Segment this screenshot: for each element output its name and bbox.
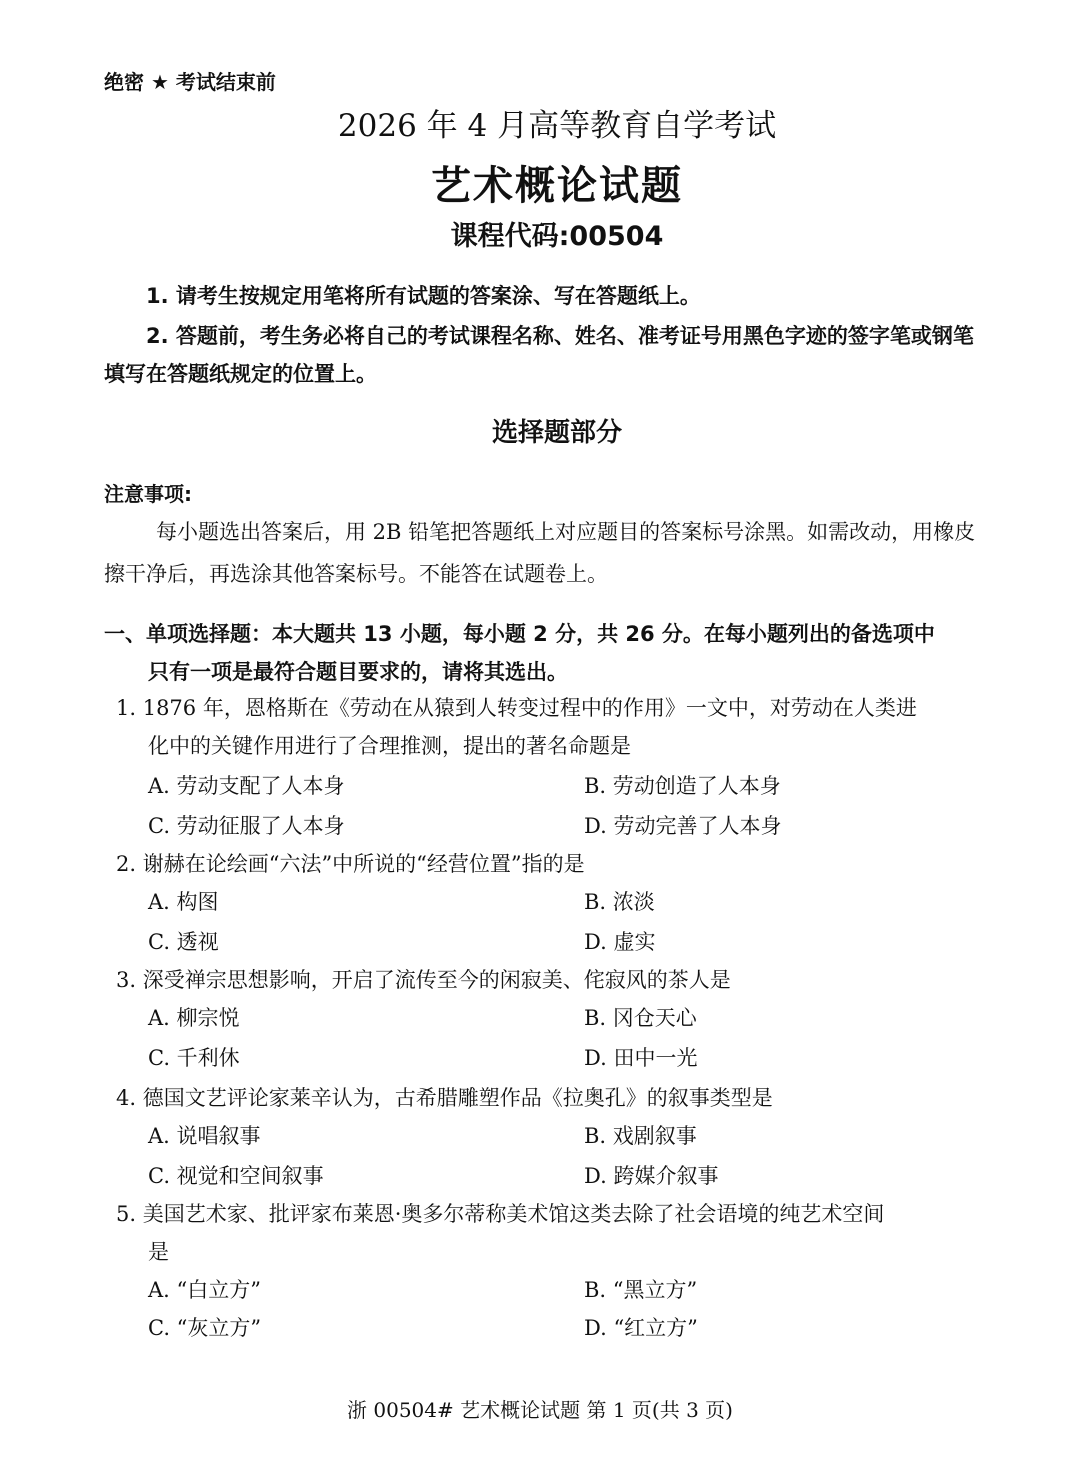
question-2-option-d: D. 虚实 [584, 930, 656, 954]
page-footer: 浙 00504# 艺术概论试题 第 1 页(共 3 页) [347, 1398, 733, 1422]
question-4-option-a: A. 说唱叙事 [148, 1124, 261, 1148]
question-1-option-b: B. 劳动创造了人本身 [584, 774, 781, 798]
notes-text: 每小题选出答案后，用 2B 铅笔把答题纸上对应题目的答案标号涂黑。如需改动，用橡皮 [156, 520, 976, 544]
notes-heading: 注意事项: [104, 482, 192, 506]
subject-title: 艺术概论试题 [431, 163, 683, 209]
question-1-option-c: C. 劳动征服了人本身 [148, 814, 345, 838]
question-3-stem: 3. 深受禅宗思想影响，开启了流传至今的闲寂美、侘寂风的茶人是 [116, 968, 731, 992]
question-1-stem: 1. 1876 年，恩格斯在《劳动在从猿到人转变过程中的作用》一文中，对劳动在人类进 [116, 696, 917, 720]
part-heading: 一、单项选择题：本大题共 13 小题，每小题 2 分，共 26 分。在每小题列出的备选项中 [104, 622, 935, 646]
instruction-1: 1. 请考生按规定用笔将所有试题的答案涂、写在答题纸上。 [146, 284, 701, 308]
question-5-option-d: D. “红立方” [584, 1316, 698, 1340]
question-3-option-d: D. 田中一光 [584, 1046, 698, 1070]
question-4-option-b: B. 戏剧叙事 [584, 1124, 697, 1148]
notes-text-cont: 擦干净后，再选涂其他答案标号。不能答在试题卷上。 [104, 562, 608, 586]
question-2-option-c: C. 透视 [148, 930, 219, 954]
question-4-option-c: C. 视觉和空间叙事 [148, 1164, 324, 1188]
part-heading-cont: 只有一项是最符合题目要求的，请将其选出。 [148, 660, 568, 684]
course-code: 课程代码:00504 [450, 221, 664, 252]
question-1-option-d: D. 劳动完善了人本身 [584, 814, 782, 838]
section-title: 选择题部分 [491, 418, 622, 448]
question-5-stem: 5. 美国艺术家、批评家布莱恩·奥多尔蒂称美术馆这类去除了社会语境的纯艺术空间 [116, 1202, 885, 1226]
confidential-label: 绝密 ★ 考试结束前 [104, 70, 276, 94]
question-1-option-a: A. 劳动支配了人本身 [148, 774, 345, 798]
question-5-stem-cont: 是 [148, 1240, 169, 1264]
question-5-option-b: B. “黑立方” [584, 1278, 698, 1302]
question-5-option-a: A. “白立方” [148, 1278, 261, 1302]
question-5-option-c: C. “灰立方” [148, 1316, 262, 1340]
instruction-2: 2. 答题前，考生务必将自己的考试课程名称、姓名、准考证号用黑色字迹的签字笔或钢笔 [146, 324, 974, 348]
question-3-option-b: B. 冈仓天心 [584, 1006, 697, 1030]
question-1-stem-cont: 化中的关键作用进行了合理推测，提出的著名命题是 [148, 734, 631, 758]
question-3-option-a: A. 柳宗悦 [148, 1006, 240, 1030]
question-4-stem: 4. 德国文艺评论家莱辛认为，古希腊雕塑作品《拉奥孔》的叙事类型是 [116, 1086, 773, 1110]
instruction-2-cont: 填写在答题纸规定的位置上。 [104, 362, 377, 386]
question-4-option-d: D. 跨媒介叙事 [584, 1164, 719, 1188]
question-2-option-a: A. 构图 [148, 890, 219, 914]
question-3-option-c: C. 千利休 [148, 1046, 240, 1070]
question-2-stem: 2. 谢赫在论绘画“六法”中所说的“经营位置”指的是 [116, 852, 585, 876]
exam-title: 2026 年 4 月高等教育自学考试 [337, 108, 777, 144]
question-2-option-b: B. 浓淡 [584, 890, 655, 914]
